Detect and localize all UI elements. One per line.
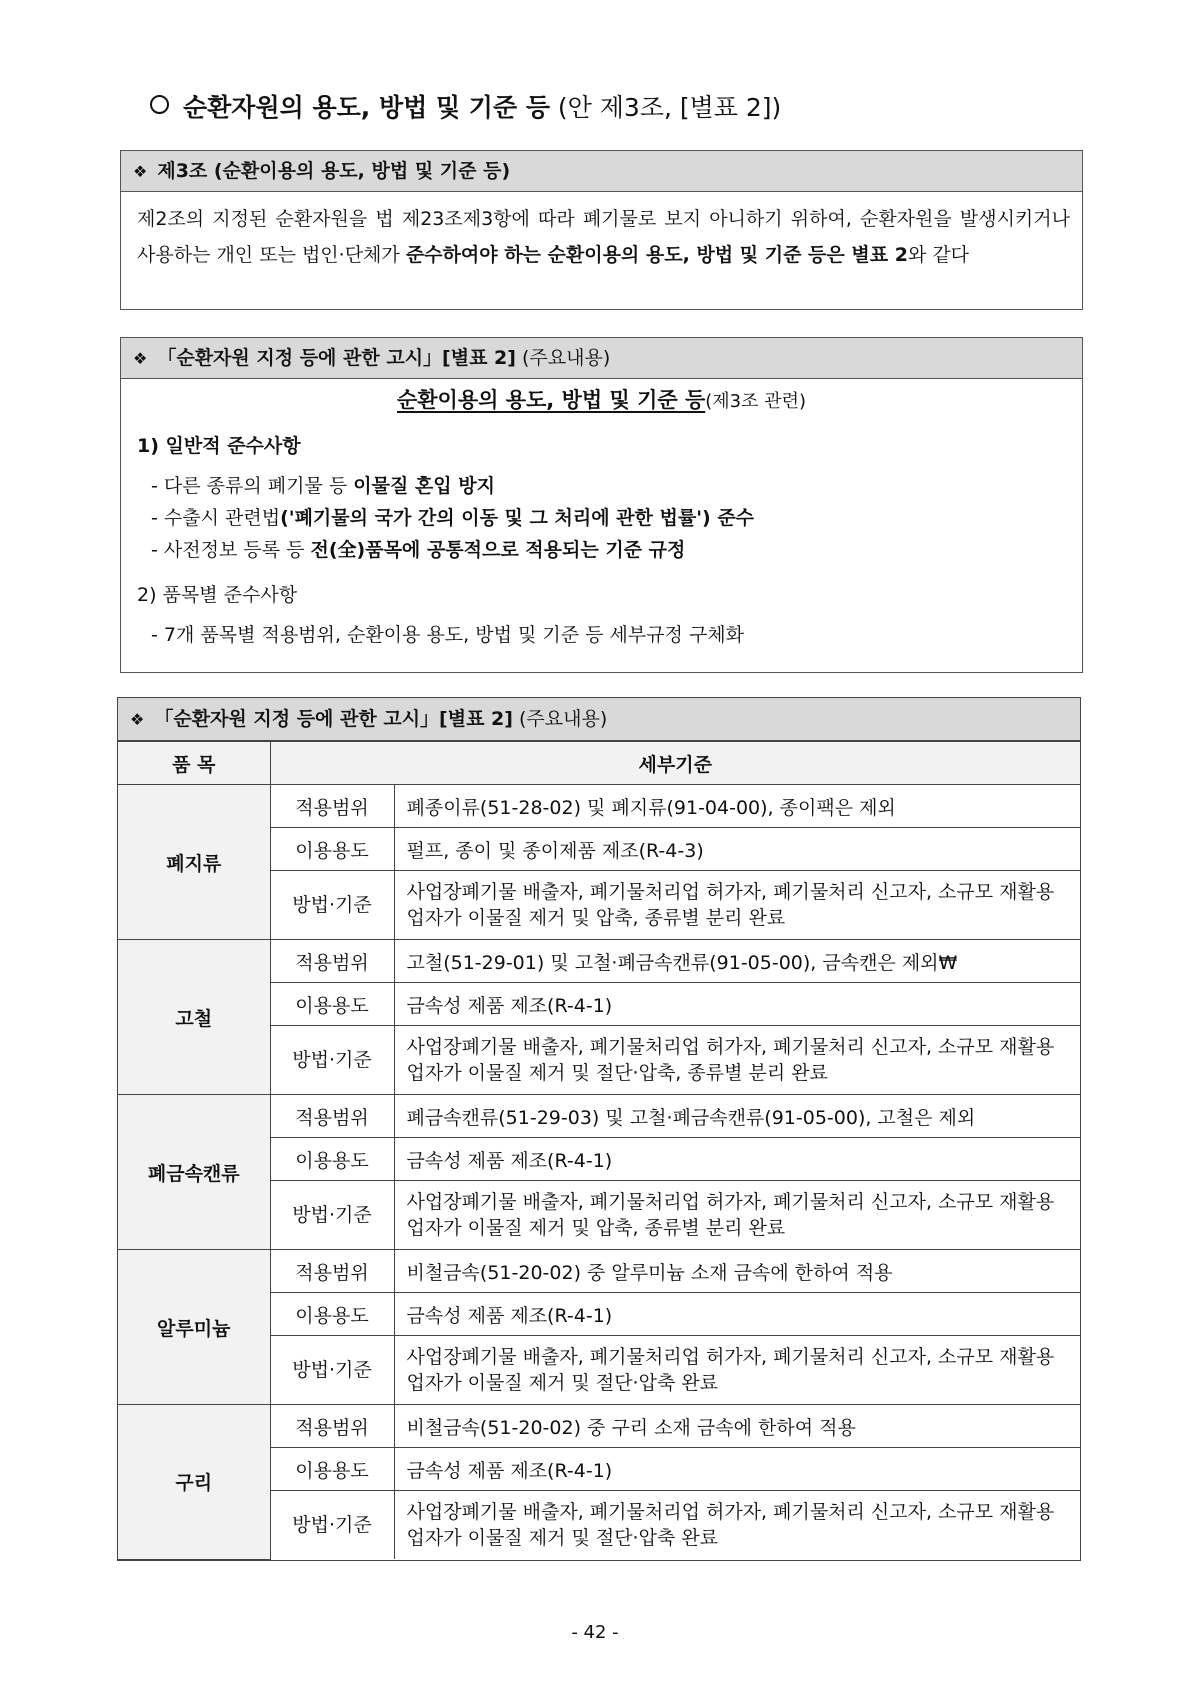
method-value: 사업장폐기물 배출자, 폐기물처리업 허가자, 폐기물처리 신고자, 소규모 재활용업자가 이물질 제거 및 절단·압축 완료	[394, 1491, 1080, 1560]
item-name: 폐지류	[118, 785, 270, 940]
article-3-box	[120, 150, 1083, 310]
annex-caption	[121, 385, 1082, 417]
section-title	[150, 88, 781, 124]
col-header-detail: 세부기준	[270, 742, 1080, 785]
method-label: 방법·기준	[270, 871, 394, 940]
method-value: 사업장폐기물 배출자, 폐기물처리업 허가자, 폐기물처리 신고자, 소규모 재활용업자가 이물질 제거 및 절단·압축, 종류별 분리 완료	[394, 1026, 1080, 1095]
scope-value: 비철금속(51-20-02) 중 알루미늄 소재 금속에 한하여 적용	[394, 1250, 1080, 1293]
method-label: 방법·기준	[270, 1336, 394, 1405]
scope-label: 적용범위	[270, 1095, 394, 1138]
use-label: 이용용도	[270, 828, 394, 871]
method-label: 방법·기준	[270, 1181, 394, 1250]
scope-value: 비철금속(51-20-02) 중 구리 소재 금속에 한하여 적용	[394, 1405, 1080, 1448]
item-name: 고철	[118, 940, 270, 1095]
item-name: 알루미늄	[118, 1250, 270, 1405]
use-value: 금속성 제품 제조(R-4-1)	[394, 1138, 1080, 1181]
article-3-text-a: 제2조의 지정된 순환자원을 법 제23조제3항에 따라 폐기물로 보지 아니하기 위하여, 순환자원을 발생시키거나 사용하는 개인 또는 법인·단체가	[137, 208, 1070, 266]
criteria-table	[118, 741, 1080, 1560]
general-bullet-2	[151, 502, 1082, 534]
section-general: 1) 일반적 준수사항	[137, 435, 301, 457]
item-name: 구리	[118, 1405, 270, 1560]
circle-bullet-icon	[150, 95, 169, 114]
article-3-header	[121, 151, 1082, 192]
method-value: 사업장폐기물 배출자, 폐기물처리업 허가자, 폐기물처리 신고자, 소규모 재활용업자가 이물질 제거 및 압축, 종류별 분리 완료	[394, 871, 1080, 940]
scope-label: 적용범위	[270, 1405, 394, 1448]
use-value: 금속성 제품 제조(R-4-1)	[394, 1293, 1080, 1336]
use-value: 금속성 제품 제조(R-4-1)	[394, 983, 1080, 1026]
annex-summary-box	[120, 337, 1083, 673]
method-label: 방법·기준	[270, 1491, 394, 1560]
general-bullet-3	[151, 534, 1082, 566]
general-bullet-1-bold: 이물질 혼입 방지	[353, 475, 495, 497]
criteria-table-box	[117, 697, 1081, 1561]
section-by-item: 2) 품목별 준수사항	[137, 584, 298, 606]
use-label: 이용용도	[270, 1293, 394, 1336]
use-label: 이용용도	[270, 1138, 394, 1181]
diamond-bullet-icon: ❖	[130, 710, 145, 729]
method-label: 방법·기준	[270, 1026, 394, 1095]
item-name: 폐금속캔류	[118, 1095, 270, 1250]
general-bullet-1	[151, 470, 1082, 502]
general-bullet-3-text: - 사전정보 등록 등	[151, 539, 311, 561]
diamond-bullet-icon: ❖	[133, 162, 148, 181]
by-item-bullet: - 7개 품목별 적용범위, 순환이용 용도, 방법 및 기준 등 세부규정 구체화	[151, 624, 745, 646]
annex-summary-header	[121, 338, 1082, 379]
scope-value: 고철(51-29-01) 및 고철·폐금속캔류(91-05-00), 금속캔은 제외₩	[394, 940, 1080, 983]
article-3-body	[121, 192, 1082, 273]
annex-summary-header-bold: 「순환자원 지정 등에 관한 고시」[별표 2]	[157, 347, 516, 369]
col-header-item: 품 목	[118, 742, 270, 785]
diamond-bullet-icon: ❖	[133, 349, 148, 368]
section-title-main: 순환자원의 용도, 방법 및 기준 등	[183, 93, 550, 122]
annex-caption-note: (제3조 관련)	[705, 391, 807, 412]
criteria-table-header-normal: (주요내용)	[519, 708, 608, 730]
criteria-table-header-bold: 「순환자원 지정 등에 관한 고시」[별표 2]	[154, 708, 513, 730]
page-number: - 42 -	[571, 1622, 619, 1643]
use-value: 펄프, 종이 및 종이제품 제조(R-4-3)	[394, 828, 1080, 871]
scope-value: 폐금속캔류(51-29-03) 및 고철·폐금속캔류(91-05-00), 고철은 제외	[394, 1095, 1080, 1138]
annex-summary-header-normal: (주요내용)	[522, 347, 611, 369]
use-label: 이용용도	[270, 983, 394, 1026]
general-bullet-2-text: - 수출시 관련법	[151, 507, 281, 529]
section-title-sub: (안 제3조, [별표 2])	[557, 93, 782, 122]
use-label: 이용용도	[270, 1448, 394, 1491]
article-3-text-bold: 준수하여야 하는 순환이용의 용도, 방법 및 기준 등은 별표 2	[405, 244, 908, 266]
annex-caption-title: 순환이용의 용도, 방법 및 기준 등	[396, 388, 706, 412]
general-bullet-2-bold: ('폐기물의 국가 간의 이동 및 그 처리에 관한 법률') 준수	[280, 507, 755, 529]
scope-label: 적용범위	[270, 940, 394, 983]
method-value: 사업장폐기물 배출자, 폐기물처리업 허가자, 폐기물처리 신고자, 소규모 재활용업자가 이물질 제거 및 절단·압축 완료	[394, 1336, 1080, 1405]
scope-label: 적용범위	[270, 1250, 394, 1293]
scope-value: 폐종이류(51-28-02) 및 폐지류(91-04-00), 종이팩은 제외	[394, 785, 1080, 828]
criteria-table-header	[118, 698, 1080, 741]
method-value: 사업장폐기물 배출자, 폐기물처리업 허가자, 폐기물처리 신고자, 소규모 재활용업자가 이물질 제거 및 압축, 종류별 분리 완료	[394, 1181, 1080, 1250]
article-3-header-text: 제3조 (순환이용의 용도, 방법 및 기준 등)	[157, 160, 511, 182]
general-bullet-1-text: - 다른 종류의 폐기물 등	[151, 475, 354, 497]
general-bullet-3-bold: 전(全)품목에 공통적으로 적용되는 기준 규정	[310, 539, 686, 561]
scope-label: 적용범위	[270, 785, 394, 828]
use-value: 금속성 제품 제조(R-4-1)	[394, 1448, 1080, 1491]
article-3-text-c: 와 같다	[907, 244, 970, 266]
